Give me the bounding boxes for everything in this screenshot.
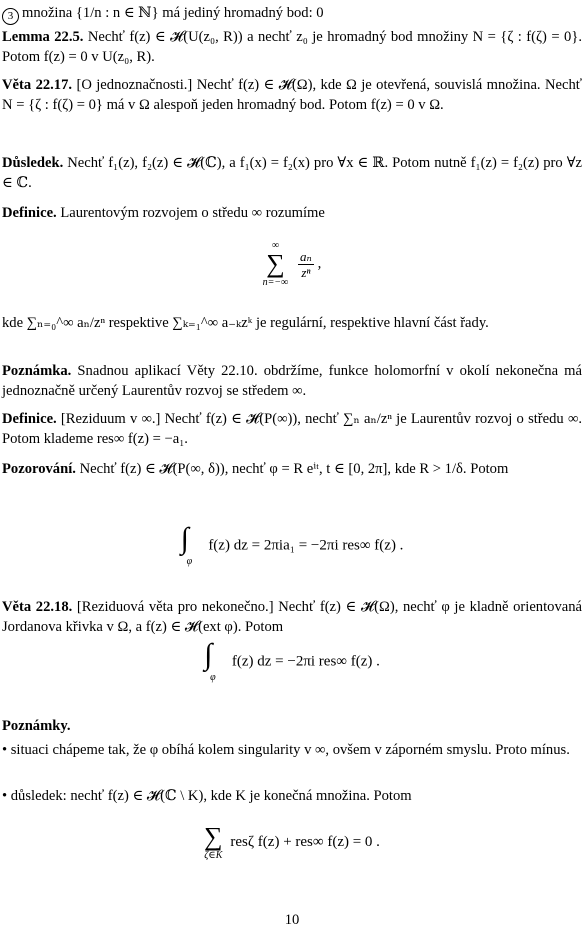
fraction: [298, 249, 314, 280]
paragraph-text: kde ∑ₙ₌₀^∞ aₙ/zⁿ respektive ∑ₖ₌₁^∞ a₋ₖzᵏ je regulární, respektive hlavní část řady.: [2, 315, 489, 331]
circled-number-marker: 3: [2, 8, 19, 25]
page-number: 10: [284, 912, 300, 928]
definition-text: Laurentovým rozvojem o středu ∞ rozumíme: [56, 205, 325, 221]
integral-sign: ∫: [180, 522, 189, 555]
definition-heading: Definice.: [2, 411, 57, 427]
integral-expression: f(z) dz = 2πia₁ = −2πi res∞ f(z) .: [208, 537, 404, 554]
remarks-heading-block: [2, 716, 582, 736]
integral-display-1: [0, 522, 584, 567]
theorem-22-18: [2, 597, 582, 637]
sum-sign: ∑: [266, 249, 285, 278]
bullet-text: • důsledek: nechť f(z) ∈ 𝓗(ℂ \ K), kde K je konečná množina. Potom: [2, 788, 412, 804]
sum-lower-limit: n=−∞: [262, 277, 289, 288]
display-punct: ,: [317, 255, 322, 272]
theorem-text: [Reziduová věta pro nekonečno.] Nechť f(z) ∈ 𝓗(Ω), nechť φ je kladně orientovaná Jordanova křivka v Ω, a f(z) ∈ 𝓗(ext φ). Potom: [2, 599, 583, 635]
paragraph-set-example: [2, 3, 582, 25]
definition-heading: Definice.: [2, 205, 57, 221]
integral-sign: ∫: [204, 638, 213, 671]
lemma-heading: Lemma 22.5.: [2, 29, 84, 45]
definition-laurent-infinity: [2, 203, 582, 223]
denominator: zⁿ: [301, 264, 311, 280]
sum-lower-limit: ζ∈K: [204, 850, 223, 861]
corollary-heading: Důsledek.: [2, 155, 64, 171]
definition-text: [Reziduum v ∞.] Nechť f(z) ∈ 𝓗(P(∞)), nechť ∑ₙ aₙ/zⁿ je Laurentův rozvoj o středu ∞. Potom klademe res∞ f(z) = −a₁.: [2, 411, 582, 447]
sum-upper-limit: ∞: [271, 240, 280, 251]
sum-sign: ∑: [204, 822, 223, 851]
paragraph-text: množina {1/n : n ∈ ℕ} má jediný hromadný bod: 0: [22, 5, 324, 21]
theorem-heading: Věta 22.18.: [2, 599, 73, 615]
definition-residue-infinity: [2, 409, 582, 449]
observation: [2, 459, 582, 479]
observation-text: Nechť f(z) ∈ 𝓗(P(∞, δ)), nechť φ = R eⁱᵗ, t ∈ [0, 2π], kde R > 1/δ. Potom: [75, 461, 509, 477]
theorem-text: [O jednoznačnosti.] Nechť f(z) ∈ 𝓗(Ω), kde Ω je otevřená, souvislá množina. Nechť N = {ζ : f(ζ) = 0} má v Ω alespoň jeden hromadný bod. Potom f(z) = 0 v Ω.: [2, 77, 582, 113]
theorem-heading: Věta 22.17.: [2, 77, 73, 93]
lemma-22-5: [2, 27, 582, 67]
remark-text: Snadnou aplikací Věty 22.10. obdržíme, funkce holomorfní v okolí nekonečna má jednoznačně určený Laurentův rozvoj se středem ∞.: [2, 363, 582, 399]
remark-bullet-1: [2, 740, 582, 760]
integral-path: φ: [186, 556, 193, 567]
corollary-text: Nechť f₁(z), f₂(z) ∈ 𝓗(ℂ), a f₁(x) = f₂(x) pro ∀x ∈ ℝ. Potom nutně f₁(z) = f₂(z) pro ∀z ∈ ℂ.: [2, 155, 582, 191]
paragraph-regular-principal: [2, 313, 582, 333]
bullet-text: • situaci chápeme tak, že φ obíhá kolem singularity v ∞, ovšem v záporném smyslu. Proto mínus.: [2, 742, 570, 758]
corollary: [2, 153, 582, 193]
residue-sum-expression: resζ f(z) + res∞ f(z) = 0 .: [230, 833, 380, 850]
remarks-heading: Poznámky.: [2, 718, 71, 734]
integral-expression: f(z) dz = −2πi res∞ f(z) .: [231, 653, 380, 670]
integral-path: φ: [210, 672, 216, 683]
laurent-series-display: [0, 240, 584, 288]
remark-heading: Poznámka.: [2, 363, 72, 379]
numerator: aₙ: [300, 248, 312, 264]
lemma-text: Nechť f(z) ∈ 𝓗(U(z₀, R)) a nechť z₀ je hromadný bod množiny N = {ζ : f(ζ) = 0}. Potom f(z) = 0 v U(z₀, R).: [2, 29, 582, 65]
theorem-22-17: [2, 75, 582, 115]
observation-heading: Pozorování.: [2, 461, 76, 477]
integral-display-2: [0, 638, 584, 683]
remark-bullet-2: [2, 786, 582, 806]
residue-sum-display: [0, 824, 584, 861]
remark: [2, 361, 582, 401]
